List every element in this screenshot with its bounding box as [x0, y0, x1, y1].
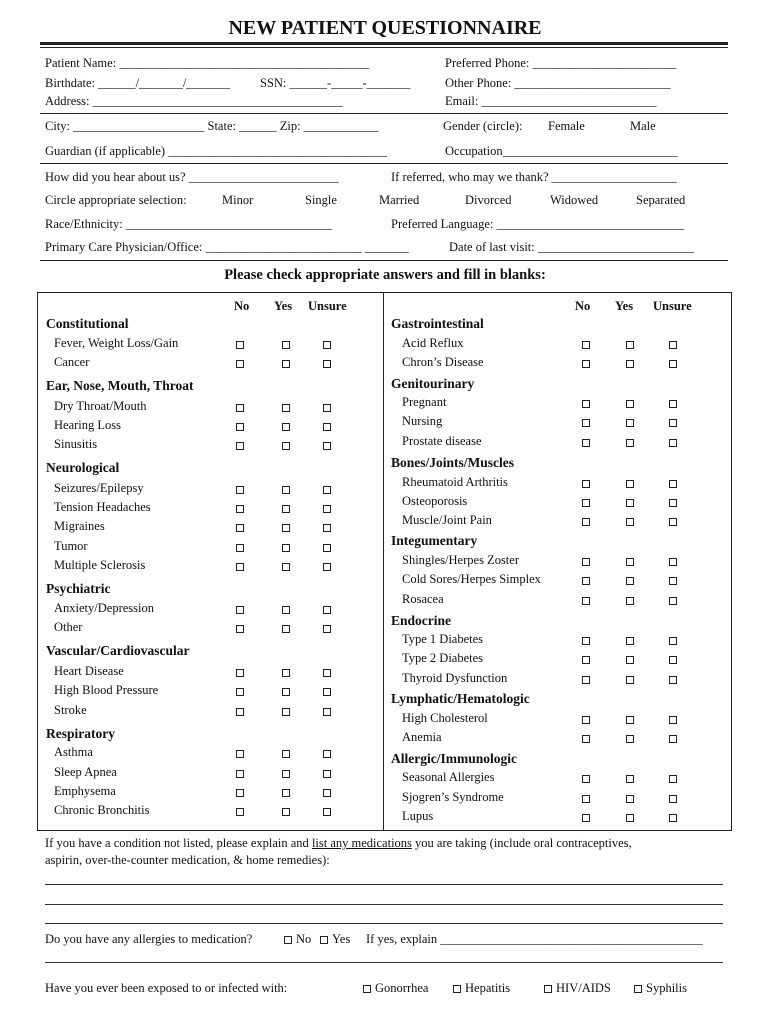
checkbox-yes[interactable]	[626, 795, 634, 803]
right-category-heading: Lymphatic/Hematologic	[391, 691, 530, 706]
checkbox-no[interactable]	[236, 625, 244, 633]
checkbox-no[interactable]	[582, 419, 590, 427]
left-condition-label: Asthma	[54, 745, 93, 759]
left-header-unsure: Unsure	[308, 299, 347, 313]
checkbox-no[interactable]	[582, 480, 590, 488]
gender-male-option[interactable]: Male	[630, 119, 656, 133]
checkbox-no[interactable]	[582, 439, 590, 447]
checklist-heading: Please check appropriate answers and fill in blanks:	[224, 267, 546, 283]
status-widowed-option[interactable]: Widowed	[550, 193, 599, 207]
exposure-gonorrhea-option[interactable]	[363, 981, 428, 995]
checkbox-unsure[interactable]	[323, 423, 331, 431]
right-category-heading: Allergic/Immunologic	[391, 751, 517, 766]
checkbox-unsure[interactable]	[669, 400, 677, 408]
right-condition-label: Rosacea	[402, 592, 444, 606]
email-field[interactable]: Email: ____________________________	[445, 94, 657, 108]
checkbox-unsure[interactable]	[323, 669, 331, 677]
checkbox-no[interactable]	[582, 795, 590, 803]
checkbox-yes[interactable]	[626, 735, 634, 743]
allergy-yes-option[interactable]	[320, 932, 350, 946]
checkbox-no[interactable]	[236, 750, 244, 758]
status-separated-option[interactable]: Separated	[636, 193, 686, 207]
left-category-heading: Neurological	[46, 460, 120, 475]
checkbox-no[interactable]	[582, 716, 590, 724]
checkbox-yes[interactable]	[626, 676, 634, 684]
checkbox-no[interactable]	[236, 524, 244, 532]
left-condition-label: Chronic Bronchitis	[54, 803, 150, 817]
checkbox-no[interactable]	[582, 775, 590, 783]
right-condition-label: Cold Sores/Herpes Simplex	[402, 572, 541, 586]
checkbox-yes[interactable]	[626, 775, 634, 783]
conditions-note	[45, 836, 632, 850]
syphilis-label: Syphilis	[646, 981, 687, 995]
checkbox-no[interactable]	[236, 606, 244, 614]
left-condition-label: Tension Headaches	[54, 500, 151, 514]
checkbox-no[interactable]	[236, 708, 244, 716]
allergy-yes-checkbox[interactable]	[320, 936, 328, 944]
status-divorced-option[interactable]: Divorced	[465, 193, 512, 207]
right-condition-label: Sjogren’s Syndrome	[402, 790, 504, 804]
gonorrhea-label: Gonorrhea	[375, 981, 429, 995]
checkbox-yes[interactable]	[282, 524, 290, 532]
exposure-hepatitis-option[interactable]	[453, 981, 510, 995]
left-header-no: No	[234, 299, 250, 313]
checkbox-no[interactable]	[236, 808, 244, 816]
hiv-checkbox[interactable]	[544, 985, 552, 993]
right-category-heading: Endocrine	[391, 613, 452, 628]
checkbox-yes[interactable]	[626, 480, 634, 488]
checkbox-yes[interactable]	[626, 577, 634, 585]
syphilis-checkbox[interactable]	[634, 985, 642, 993]
checkbox-unsure[interactable]	[323, 625, 331, 633]
checkbox-no[interactable]	[582, 360, 590, 368]
city-state-zip-field[interactable]: City: _____________________ State: ______ Zip: ____________	[45, 119, 379, 133]
checkbox-no[interactable]	[582, 577, 590, 585]
other-phone-field[interactable]: Other Phone: _________________________	[445, 76, 671, 90]
checkbox-no[interactable]	[582, 499, 590, 507]
hepatitis-label: Hepatitis	[465, 981, 511, 995]
gonorrhea-checkbox[interactable]	[363, 985, 371, 993]
left-condition-label: Emphysema	[54, 784, 116, 798]
allergy-no-option[interactable]	[284, 932, 311, 946]
right-condition-label: Seasonal Allergies	[402, 770, 495, 784]
checkbox-unsure[interactable]	[669, 558, 677, 566]
right-condition-label: Pregnant	[402, 395, 447, 409]
checkbox-unsure[interactable]	[669, 577, 677, 585]
checkbox-unsure[interactable]	[669, 735, 677, 743]
language-field[interactable]: Preferred Language: ______________________________	[391, 217, 684, 231]
checkbox-unsure[interactable]	[669, 518, 677, 526]
checkbox-yes[interactable]	[626, 419, 634, 427]
checkbox-unsure[interactable]	[323, 808, 331, 816]
checkbox-unsure[interactable]	[669, 716, 677, 724]
left-category-heading: Psychiatric	[46, 581, 111, 596]
pcp-field[interactable]: Primary Care Physician/Office: _________________________ _______	[45, 240, 409, 254]
checkbox-no[interactable]	[236, 423, 244, 431]
left-condition-label: Dry Throat/Mouth	[54, 399, 147, 413]
right-condition-label: Thyroid Dysfunction	[402, 671, 508, 685]
right-header-yes: Yes	[615, 299, 634, 313]
checkbox-unsure[interactable]	[323, 486, 331, 494]
checkbox-no[interactable]	[582, 400, 590, 408]
medications-line-3[interactable]	[45, 923, 723, 924]
left-header-yes: Yes	[274, 299, 293, 313]
allergy-yes-label: Yes	[332, 932, 351, 946]
left-condition-label: Stroke	[54, 703, 87, 717]
checkbox-unsure[interactable]	[669, 341, 677, 349]
checkbox-yes[interactable]	[282, 544, 290, 552]
checkbox-yes[interactable]	[626, 518, 634, 526]
right-condition-label: Osteoporosis	[402, 494, 468, 508]
checkbox-yes[interactable]	[282, 341, 290, 349]
right-condition-label: Chron’s Disease	[402, 355, 484, 369]
checkbox-no[interactable]	[582, 735, 590, 743]
checkbox-unsure[interactable]	[323, 708, 331, 716]
checkbox-unsure[interactable]	[323, 360, 331, 368]
left-condition-label: Heart Disease	[54, 664, 124, 678]
checkbox-yes[interactable]	[626, 499, 634, 507]
address-field[interactable]: Address: ________________________________________	[45, 94, 343, 108]
checkbox-yes[interactable]	[282, 423, 290, 431]
right-category-heading: Genitourinary	[391, 376, 475, 391]
checkbox-yes[interactable]	[626, 439, 634, 447]
preferred-phone-field[interactable]: Preferred Phone: _______________________	[445, 56, 677, 70]
right-category-heading: Integumentary	[391, 533, 478, 548]
checkbox-yes[interactable]	[626, 360, 634, 368]
checkbox-unsure[interactable]	[669, 795, 677, 803]
checkbox-no[interactable]	[582, 597, 590, 605]
checkbox-yes[interactable]	[282, 563, 290, 571]
checkbox-yes[interactable]	[282, 708, 290, 716]
left-condition-label: Sleep Apnea	[54, 765, 117, 779]
checkbox-yes[interactable]	[282, 486, 290, 494]
title-rule-thin	[40, 47, 728, 48]
checkbox-no[interactable]	[582, 676, 590, 684]
hepatitis-checkbox[interactable]	[453, 985, 461, 993]
left-condition-label: Tumor	[54, 539, 88, 553]
checkbox-no[interactable]	[236, 789, 244, 797]
checkbox-unsure[interactable]	[323, 789, 331, 797]
checkbox-no[interactable]	[236, 360, 244, 368]
checkbox-unsure[interactable]	[669, 419, 677, 427]
checkbox-no[interactable]	[582, 814, 590, 822]
checkbox-no[interactable]	[236, 770, 244, 778]
checkbox-yes[interactable]	[626, 558, 634, 566]
left-condition-label: Fever, Weight Loss/Gain	[54, 336, 179, 350]
checkbox-yes[interactable]	[626, 814, 634, 822]
birthdate-field[interactable]: Birthdate: ______/_______/_______	[45, 76, 231, 90]
left-category-heading: Respiratory	[46, 726, 115, 741]
right-category-heading: Bones/Joints/Muscles	[391, 455, 515, 470]
left-condition-label: Other	[54, 620, 83, 634]
checkbox-no[interactable]	[236, 563, 244, 571]
checkbox-no[interactable]	[236, 688, 244, 696]
checkbox-unsure[interactable]	[323, 524, 331, 532]
conditions-note-b: you are taking (include oral contraceptives,	[411, 836, 632, 850]
left-condition-label: Seizures/Epilepsy	[54, 481, 144, 495]
checkbox-no[interactable]	[582, 656, 590, 664]
right-condition-label: Rheumatoid Arthritis	[402, 475, 508, 489]
right-condition-label: Lupus	[402, 809, 434, 823]
checkbox-no[interactable]	[236, 544, 244, 552]
hiv-label: HIV/AIDS	[556, 981, 611, 995]
checkbox-no[interactable]	[582, 518, 590, 526]
referred-field[interactable]: If referred, who may we thank? ____________________	[391, 170, 677, 184]
checkbox-unsure[interactable]	[669, 480, 677, 488]
left-condition-label: Cancer	[54, 355, 90, 369]
checkbox-yes[interactable]	[282, 770, 290, 778]
checkbox-unsure[interactable]	[323, 505, 331, 513]
checkbox-yes[interactable]	[626, 716, 634, 724]
checkbox-unsure[interactable]	[323, 606, 331, 614]
gender-female-option[interactable]: Female	[548, 119, 585, 133]
checkbox-unsure[interactable]	[669, 656, 677, 664]
conditions-note-cont: aspirin, over-the-counter medication, & home remedies):	[45, 853, 330, 867]
checkbox-unsure[interactable]	[669, 775, 677, 783]
checkbox-yes[interactable]	[626, 400, 634, 408]
allergy-explain-field[interactable]: If yes, explain __________________________________________	[366, 932, 703, 946]
checkbox-unsure[interactable]	[323, 770, 331, 778]
left-condition-label: High Blood Pressure	[54, 683, 159, 697]
right-header-unsure: Unsure	[653, 299, 692, 313]
conditions-note-link: list any medications	[311, 836, 412, 850]
right-condition-label: Acid Reflux	[402, 336, 464, 350]
status-minor-option[interactable]: Minor	[222, 193, 254, 207]
checkbox-yes[interactable]	[282, 688, 290, 696]
allergy-explain-line[interactable]	[45, 962, 723, 963]
checkbox-yes[interactable]	[282, 625, 290, 633]
checkbox-unsure[interactable]	[323, 442, 331, 450]
left-category-heading: Constitutional	[46, 316, 129, 331]
status-single-option[interactable]: Single	[305, 193, 337, 207]
last-visit-field[interactable]: Date of last visit: _________________________	[449, 240, 695, 254]
checklist-divider	[383, 292, 384, 830]
left-condition-label: Multiple Sclerosis	[54, 558, 146, 572]
patient-name-field[interactable]: Patient Name: ________________________________________	[45, 56, 370, 70]
right-condition-label: Type 1 Diabetes	[402, 632, 484, 646]
checkbox-unsure[interactable]	[669, 814, 677, 822]
checkbox-no[interactable]	[236, 486, 244, 494]
allergy-question: Do you have any allergies to medication?	[45, 932, 253, 946]
hear-about-field[interactable]: How did you hear about us? ________________________	[45, 170, 339, 184]
checkbox-yes[interactable]	[626, 597, 634, 605]
allergy-no-checkbox[interactable]	[284, 936, 292, 944]
checkbox-no[interactable]	[236, 442, 244, 450]
exposure-question: Have you ever been exposed to or infected with:	[45, 981, 288, 995]
checkbox-no[interactable]	[582, 637, 590, 645]
occupation-field[interactable]: Occupation____________________________	[445, 144, 678, 158]
checkbox-no[interactable]	[236, 505, 244, 513]
gender-label: Gender (circle):	[443, 119, 523, 133]
right-condition-label: Nursing	[402, 414, 443, 428]
checkbox-yes[interactable]	[282, 404, 290, 412]
checkbox-unsure[interactable]	[669, 597, 677, 605]
checkbox-yes[interactable]	[282, 789, 290, 797]
ssn-field[interactable]: SSN: ______-_____-_______	[260, 76, 411, 90]
right-condition-label: High Cholesterol	[402, 711, 488, 725]
allergy-no-label: No	[296, 932, 312, 946]
right-header-no: No	[575, 299, 591, 313]
left-category-heading: Vascular/Cardiovascular	[46, 643, 190, 658]
exposure-syphilis-option[interactable]	[634, 981, 687, 995]
checkbox-unsure[interactable]	[323, 341, 331, 349]
checkbox-no[interactable]	[582, 341, 590, 349]
right-condition-label: Muscle/Joint Pain	[402, 513, 492, 527]
checkbox-yes[interactable]	[626, 341, 634, 349]
left-condition-label: Migraines	[54, 519, 105, 533]
left-condition-label: Hearing Loss	[54, 418, 121, 432]
checkbox-yes[interactable]	[626, 637, 634, 645]
checkbox-yes[interactable]	[282, 750, 290, 758]
checkbox-unsure[interactable]	[323, 544, 331, 552]
checkbox-unsure[interactable]	[669, 637, 677, 645]
checkbox-no[interactable]	[236, 341, 244, 349]
checkbox-no[interactable]	[236, 669, 244, 677]
checkbox-no[interactable]	[582, 558, 590, 566]
right-category-heading: Gastrointestinal	[391, 316, 484, 331]
medications-line-1[interactable]	[45, 884, 723, 885]
right-condition-label: Type 2 Diabetes	[402, 651, 484, 665]
status-married-option[interactable]: Married	[379, 193, 420, 207]
section-rule	[40, 113, 728, 114]
checkbox-unsure[interactable]	[669, 439, 677, 447]
medications-line-2[interactable]	[45, 904, 723, 905]
checkbox-unsure[interactable]	[323, 404, 331, 412]
checkbox-unsure[interactable]	[669, 676, 677, 684]
checkbox-yes[interactable]	[282, 669, 290, 677]
checkbox-unsure[interactable]	[669, 499, 677, 507]
checkbox-yes[interactable]	[282, 505, 290, 513]
checkbox-yes[interactable]	[282, 442, 290, 450]
checkbox-unsure[interactable]	[323, 563, 331, 571]
checkbox-unsure[interactable]	[323, 750, 331, 758]
section-rule	[40, 260, 728, 261]
right-condition-label: Prostate disease	[402, 434, 482, 448]
race-field[interactable]: Race/Ethnicity: _________________________________	[45, 217, 333, 231]
right-condition-label: Anemia	[402, 730, 442, 744]
exposure-hiv-option[interactable]	[544, 981, 611, 995]
checkbox-unsure[interactable]	[323, 688, 331, 696]
circle-selection-label: Circle appropriate selection:	[45, 193, 187, 207]
checkbox-yes[interactable]	[282, 606, 290, 614]
left-condition-label: Sinusitis	[54, 437, 98, 451]
left-condition-label: Anxiety/Depression	[54, 601, 154, 615]
conditions-note-a: If you have a condition not listed, please explain and	[45, 836, 312, 850]
checkbox-yes[interactable]	[282, 808, 290, 816]
checkbox-no[interactable]	[236, 404, 244, 412]
left-category-heading: Ear, Nose, Mouth, Throat	[46, 378, 194, 393]
checkbox-yes[interactable]	[626, 656, 634, 664]
right-condition-label: Shingles/Herpes Zoster	[402, 553, 519, 567]
checkbox-yes[interactable]	[282, 360, 290, 368]
checkbox-unsure[interactable]	[669, 360, 677, 368]
page-title: NEW PATIENT QUESTIONNAIRE	[228, 17, 542, 39]
title-rule	[40, 42, 728, 45]
section-rule	[40, 163, 728, 164]
guardian-field[interactable]: Guardian (if applicable) ___________________________________	[45, 144, 387, 158]
